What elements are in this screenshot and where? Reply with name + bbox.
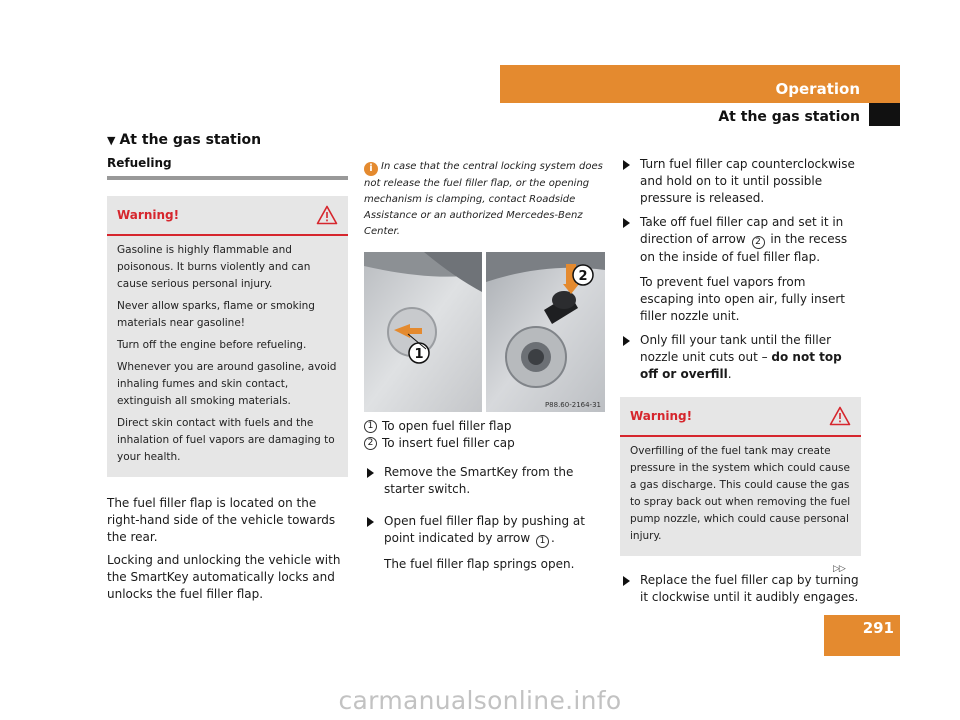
photo-insert-cap (486, 252, 605, 412)
step-emphasis: do not top off or overfill (640, 350, 842, 381)
warning-header (107, 196, 348, 236)
subsection-title: At the gas station (718, 109, 860, 125)
info-note (364, 159, 605, 240)
step-turn-cap (620, 156, 861, 207)
callout-text: To open fuel filler flap (382, 419, 512, 433)
section-title: Operation (775, 80, 860, 98)
bullet-triangle-icon (623, 218, 630, 228)
header-marker (869, 103, 900, 126)
info-icon: i (364, 162, 378, 176)
warning-triangle-icon (316, 205, 338, 225)
warning-paragraph: Overfilling of the fuel tank may create pressure in the system which could cause a gas discharge. This could cause the gas to spray back out when removing the fuel pump nozzle, which could cause personal injury. (630, 445, 851, 542)
warning-paragraph: Direct skin contact with fuels and the inhalation of fuel vapors are damaging to your health. (117, 417, 335, 463)
column-middle (364, 159, 605, 573)
warning-title: Warning! (630, 409, 693, 423)
step-open-flap (364, 513, 605, 548)
step-text: Only fill your tank until the filler nozzle unit cuts out – (640, 333, 832, 364)
step-text: Take off fuel filler cap and set it in direction of arrow (640, 215, 844, 246)
watermark: carmanualsonline.info (338, 686, 622, 715)
column-left (107, 156, 348, 609)
bullet-triangle-icon (623, 336, 630, 346)
step-text-end: . (551, 531, 555, 545)
callout-text: To insert fuel filler cap (382, 436, 515, 450)
step-text: Open fuel filler flap by pushing at point indicated by arrow (384, 514, 585, 545)
step-text: Replace the fuel filler cap by turning it clockwise until it audibly engages. (640, 573, 859, 604)
fuel-flap-photos (364, 252, 605, 412)
warning-paragraph: Turn off the engine before refueling. (117, 339, 307, 351)
fuel-flap-illustration (364, 252, 482, 412)
subheading-rule (107, 176, 348, 180)
warning-header (620, 397, 861, 437)
warning-paragraph: Whenever you are around gasoline, avoid inhaling fumes and skin contact, extinguish all smoking materials. (117, 361, 337, 407)
bullet-triangle-icon (623, 576, 630, 586)
callout-number: 2 (364, 437, 377, 450)
bullet-triangle-icon (367, 517, 374, 527)
callout-item (364, 435, 605, 452)
info-note-text: In case that the central locking system does not release the fuel filler flap, or the opening mechanism is clamping, contact Roadside Assistance or an authorized Mercedes-Benz Center. (364, 161, 603, 237)
warning-paragraph: Gasoline is highly flammable and poisonous. It burns violently and can cause serious personal injury. (117, 244, 311, 290)
step-remove-smartkey (364, 464, 605, 498)
warning-title: Warning! (117, 208, 180, 222)
step-text: Turn fuel filler cap counterclockwise and hold on to it until possible pressure is released. (640, 157, 855, 205)
step-fill-tank (620, 332, 861, 383)
inline-callout-number: 2 (752, 236, 765, 249)
fuel-cap-illustration (486, 252, 605, 412)
warning-box-gasoline (107, 196, 348, 477)
bullet-triangle-icon (367, 468, 374, 478)
warning-body (107, 236, 348, 477)
column-right (620, 156, 861, 606)
step-text-end: in the recess on the inside of fuel filler flap. (640, 232, 848, 264)
step-text-end: . (727, 367, 732, 381)
callout-list (364, 418, 605, 452)
warning-box-overfill (620, 397, 861, 556)
inline-callout-number: 1 (536, 535, 549, 548)
continue-mark: ▷▷ (833, 564, 845, 574)
subheading-refueling: Refueling (107, 156, 172, 170)
step-result: The fuel filler flap springs open. (384, 557, 575, 571)
warning-paragraph: Never allow sparks, flame or smoking materials near gasoline! (117, 300, 315, 329)
svg-text:1: 1 (414, 347, 424, 362)
callout-item (364, 418, 605, 435)
callout-number: 1 (364, 420, 377, 433)
step-replace-cap (620, 572, 861, 606)
heading-triangle-icon: ▼ (107, 134, 116, 147)
photo-open-flap (364, 252, 482, 412)
photo-code: P88.60-2164-31 (544, 401, 601, 409)
step-note-vapors: To prevent fuel vapors from escaping into open air, fully insert filler nozzle unit. (640, 275, 846, 323)
warning-body (620, 437, 861, 556)
page-number: 291 (862, 619, 894, 637)
page-heading (107, 132, 261, 148)
body-paragraph: Locking and unlocking the vehicle with the SmartKey automatically locks and unlocks the fuel filler flap. (107, 553, 341, 601)
step-take-off-cap (620, 214, 861, 266)
bullet-triangle-icon (623, 160, 630, 170)
page-heading-text: At the gas station (119, 132, 262, 148)
svg-text:2: 2 (578, 269, 588, 284)
body-paragraph: The fuel filler flap is located on the right-hand side of the vehicle towards the rear. (107, 496, 336, 544)
step-text: Remove the SmartKey from the starter switch. (384, 465, 574, 496)
warning-triangle-icon (829, 406, 851, 426)
